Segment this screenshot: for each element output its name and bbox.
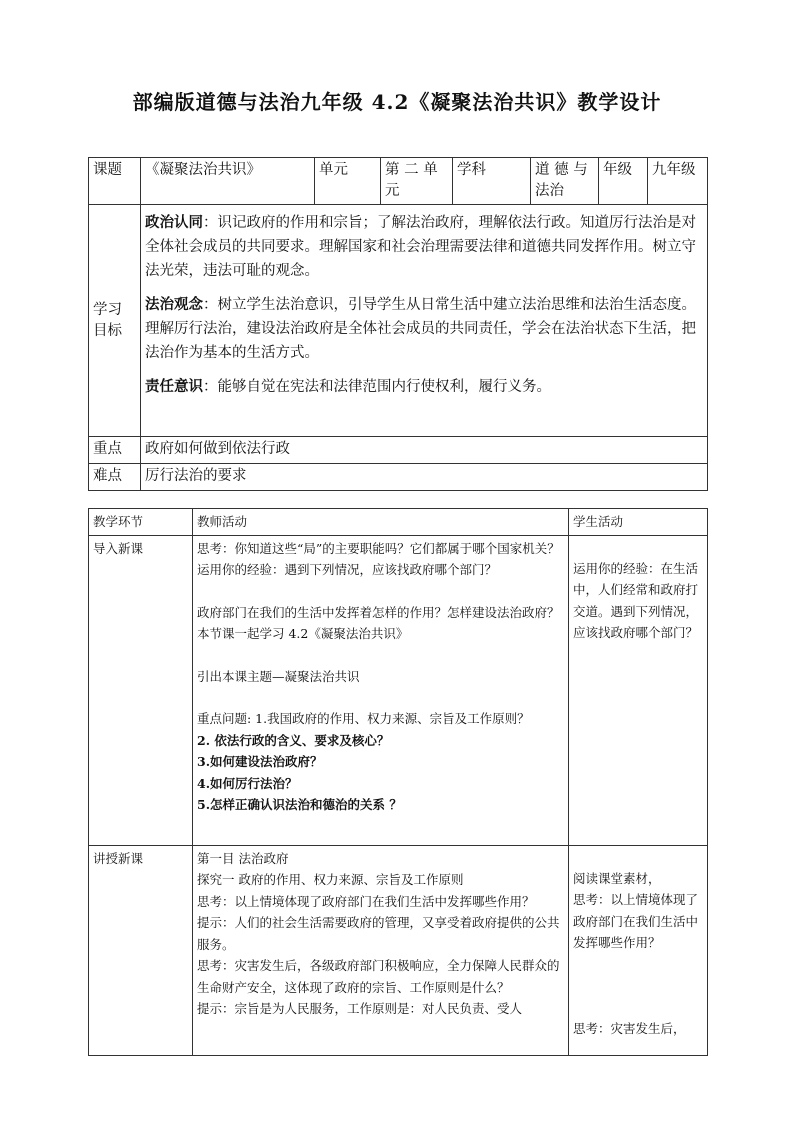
key-question: 5.怎样正确认识法治和德治的关系 ？ [197, 797, 402, 812]
objective-head: 责任意识 [145, 378, 203, 395]
teacher-line: 引出本课主题—凝聚法治共识 [197, 668, 360, 684]
objective-head: 政治认同 [145, 214, 203, 231]
teacher-line: 运用你的经验：遇到下列情况，应该找政府哪个部门？ [197, 562, 498, 577]
teacher-line: 思考：灾害发生后，各级政府部门积极响应，全力保障人民群众的生命财产安全，这体现了政府的宗旨、工作原则是什么？ [197, 958, 560, 995]
grade-label: 年级 [599, 158, 648, 205]
header-student: 学生活动 [569, 509, 708, 536]
section-title: 第一目 法治政府 [197, 850, 289, 866]
teacher-line: 提示：宗旨是为人民服务，工作原则是：对人民负责、受人 [197, 1001, 523, 1016]
objective-legal [145, 293, 703, 365]
student-line: 思考：灾害发生后， [573, 1020, 686, 1036]
key-question: 4.如何厉行法治？ [197, 775, 298, 791]
key-point-label: 重点 [89, 437, 141, 464]
unit-value: 第 二 单 元 [381, 158, 453, 205]
teacher-line: 提示：人们的社会生活需要政府的管理，又享受着政府提供的公共服务。 [197, 915, 560, 952]
objectives-label: 学习目标 [89, 205, 141, 437]
teach-student-activity [569, 845, 708, 1055]
course-info-table [88, 157, 708, 491]
subject-label: 学科 [453, 158, 531, 205]
difficulty-label: 难点 [89, 464, 141, 491]
student-line: 阅读课堂素材， [573, 870, 661, 886]
subject-value: 道 德 与 法治 [531, 158, 599, 205]
stage-teach: 讲授新课 [89, 845, 193, 1055]
objective-responsibility [145, 375, 703, 399]
key-question: 3.如何建设法治政府？ [197, 754, 323, 769]
header-teacher: 教师活动 [193, 509, 569, 536]
objectives-cell [141, 205, 708, 437]
objective-text: ：能够自觉在宪法和法律范围内行使权利，履行义务。 [203, 379, 551, 395]
student-line: 运用你的经验：在生活中，人们经常和政府打交道。遇到下列情况，应该找政府哪个部门？ [573, 560, 699, 640]
objective-text: ：树立学生法治意识，引导学生从日常生活中建立法治思维和法治生活态度。理解厉行法治，建设法治政府是全体社会成员的共同责任，学会在法治状态下生活，把法治作为基本的生活方式。 [145, 297, 696, 361]
student-line: 思考：以上情境体现了政府部门在我们生活中发挥哪些作用？ [573, 892, 699, 950]
page-title: 部编版道德与法治九年级 4.2《凝聚法治共识》教学设计 [132, 90, 662, 114]
intro-student-activity [569, 535, 708, 845]
explore-title: 探究一 政府的作用、权力来源、宗旨及工作原则 [197, 872, 464, 887]
key-question: 重点问题: 1.我国政府的作用、权力来源、宗旨及工作原则？ [197, 711, 530, 726]
key-point-value: 政府如何做到依法行政 [141, 437, 708, 464]
objective-political [145, 211, 703, 283]
teacher-line: 政府部门在我们的生活中发挥着怎样的作用？怎样建设法治政府？本节课一起学习 4.2《凝聚法治共识》 [197, 604, 560, 641]
course-value: 《凝聚法治共识》 [141, 158, 315, 205]
key-questions [197, 708, 564, 816]
teach-teacher-activity [193, 845, 569, 1055]
objective-head: 法治观念 [145, 296, 203, 313]
teacher-line: 思考：以上情境体现了政府部门在我们生活中发挥哪些作用？ [197, 893, 535, 909]
difficulty-value: 厉行法治的要求 [141, 464, 708, 491]
course-label: 课题 [89, 158, 141, 205]
objective-text: ：识记政府的作用和宗旨；了解法治政府，理解依法行政。知道厉行法治是对全体社会成员的共同要求。理解国家和社会治理需要法律和道德共同发挥作用。树立守法光荣，违法可耻的观念。 [145, 215, 696, 279]
stage-intro: 导入新课 [89, 535, 193, 845]
grade-value: 九年级 [648, 158, 708, 205]
key-question: 2. 依法行政的含义、要求及核心？ [197, 732, 390, 748]
intro-teacher-activity [193, 535, 569, 845]
teacher-line: 思考：你知道这些“局”的主要职能吗？它们都属于哪个国家机关？ [197, 540, 560, 556]
lesson-process-table [88, 508, 708, 1056]
intro-question-1 [197, 538, 564, 581]
unit-label: 单元 [315, 158, 381, 205]
header-stage: 教学环节 [89, 509, 193, 536]
